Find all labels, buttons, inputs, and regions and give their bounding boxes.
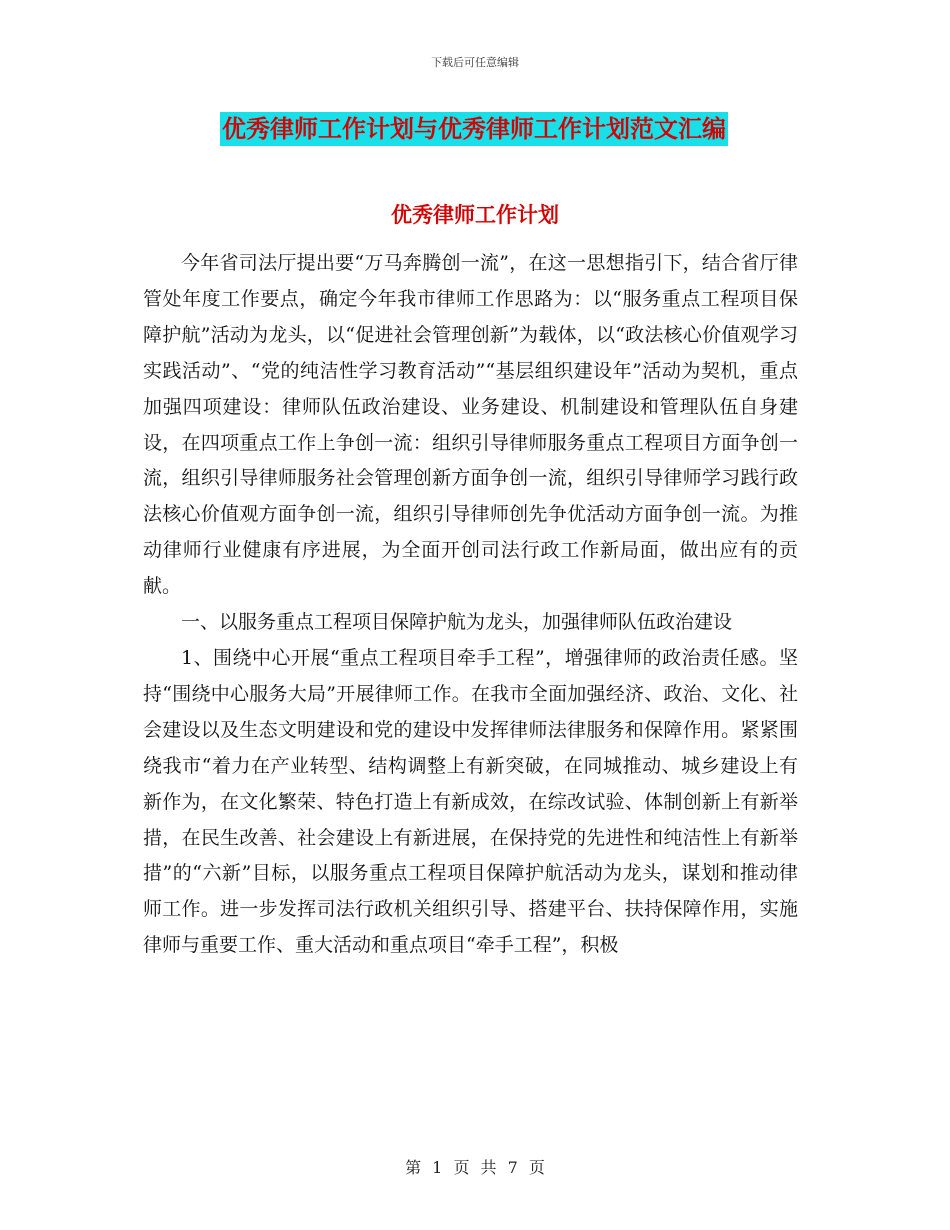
body-text <box>143 246 798 964</box>
paragraph-heading-one: 一、以服务重点工程项目保障护航为龙头，加强律师队伍政治建设 <box>181 611 733 634</box>
header-note: 下载后可任意编辑 <box>431 56 519 69</box>
section-title: 优秀律师工作计划 <box>391 202 559 227</box>
document-title: 优秀律师工作计划与优秀律师工作计划范文汇编 <box>220 112 728 146</box>
paragraph-item-one: 1、围绕中心开展“重点工程项目牵手工程”，增强律师的政治责任感。坚持“围绕中心服务大局”开展律师工作。在我市全面加强经济、政治、文化、社会建设以及生态文明建设和党的建设中发挥律师法律服务和保障作用。紧紧围绕我市“着力在产业转型、结构调整上有新突破，在同城推动、城乡建设上有新作为，在文化繁荣、特色打造上有新成效，在综改试验、体制创新上有新举措，在民生改善、社会建设上有新进展，在保持党的先进性和纯洁性上有新举措”的“六新”目标，以服务重点工程项目保障护航活动为龙头，谋划和推动律师工作。进一步发挥司法行政机关组织引导、搭建平台、扶持保障作用，实施律师与重要工作、重大活动和重点项目“牵手工程”，积极 <box>143 646 798 957</box>
paragraph-intro: 今年省司法厅提出要“万马奔腾创一流”，在这一思想指引下，结合省厅律管处年度工作要点，确定今年我市律师工作思路为：以“服务重点工程项目保障护航”活动为龙头，以“促进社会管理创新”为载体，以“政法核心价值观学习实践活动”、“党的纯洁性学习教育活动”“基层组织建设年”活动为契机，重点加强四项建设：律师队伍政治建设、业务建设、机制建设和管理队伍自身建设，在四项重点工作上争创一流：组织引导律师服务重点工程项目方面争创一流，组织引导律师服务社会管理创新方面争创一流，组织引导律师学习践行政法核心价值观方面争创一流，组织引导律师创先争优活动方面争创一流。为推动律师行业健康有序进展，为全面开创司法行政工作新局面，做出应有的贡献。 <box>143 252 798 598</box>
page-number: 第 1 页 共 7 页 <box>405 1158 545 1177</box>
